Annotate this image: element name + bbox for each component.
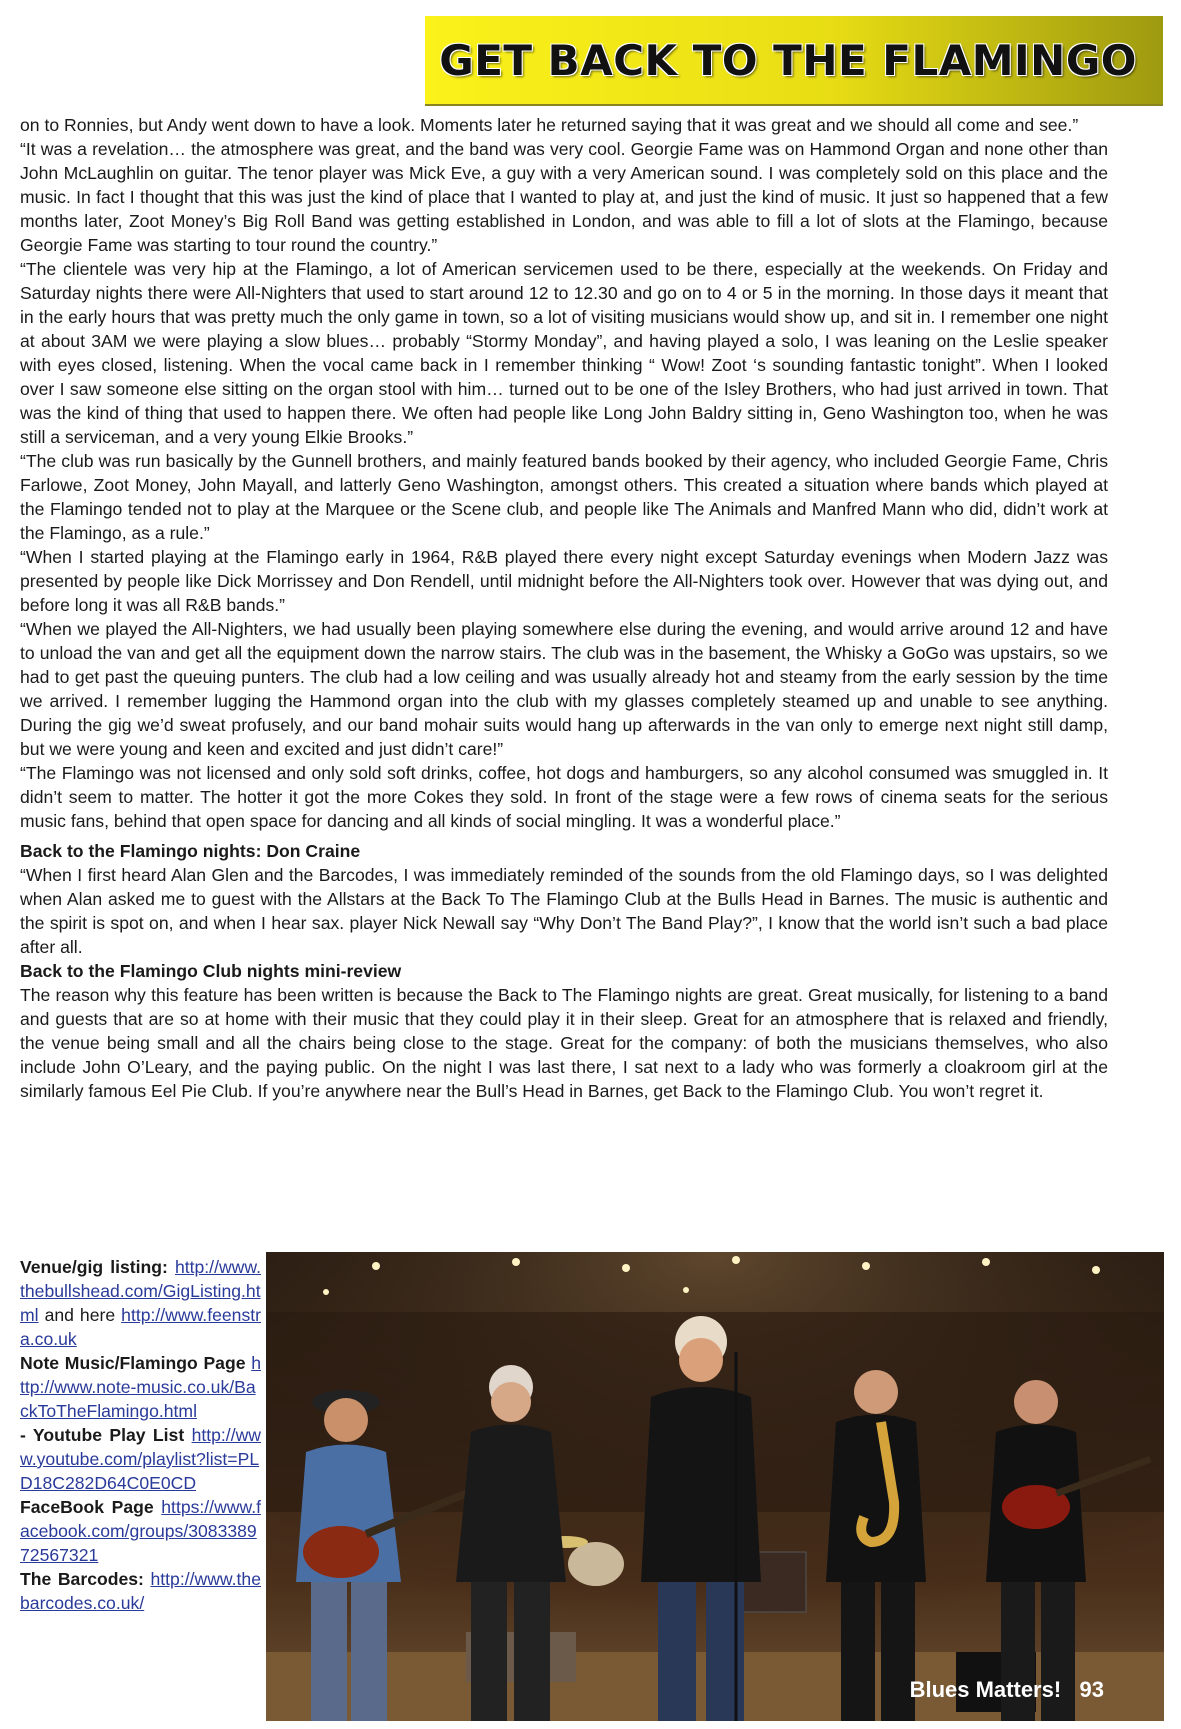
venue-entry bbox=[20, 1255, 261, 1351]
facebook-entry bbox=[20, 1495, 261, 1567]
youtube-link[interactable]: http://www.youtube.com/playlist?list=PLD18C282D64C0E0CD bbox=[20, 1425, 261, 1493]
section-heading: Back to the Flamingo nights: Don Craine bbox=[20, 841, 361, 861]
note-link[interactable]: http://www.note-music.co.uk/BackToTheFlamingo.html bbox=[20, 1353, 261, 1421]
feenstra-link[interactable]: http://www.feenstra.co.uk bbox=[20, 1305, 261, 1349]
article-body bbox=[20, 113, 1108, 1103]
section-text: “When I first heard Alan Glen and the Barcodes, I was immediately reminded of the sounds from the old Flamingo days, so I was delighted when Alan asked me to guest with the Allstars at the Back To The Flamingo Club at the Bulls Head in Barnes. The music is authentic and the spirit is spot on, and when I hear sax. player Nick Newall say “Why Don’t The Band Play?”, I know that the world isn’t such a bad place after all. bbox=[20, 865, 1108, 957]
article-paragraph: “When I started playing at the Flamingo early in 1964, R&B played there every night except Saturday evenings when Modern Jazz was presented by people like Dick Morrissey and Don Rendell, until midnight before the All-Nighters took over. However that was dying out, and before long it was all R&B bands.” bbox=[20, 547, 1108, 615]
note-label: Note Music/Flamingo Page bbox=[20, 1353, 246, 1373]
barcodes-entry bbox=[20, 1567, 261, 1615]
article-paragraph: “The Flamingo was not licensed and only sold soft drinks, coffee, hot dogs and hamburgers, so any alcohol consumed was smuggled in. It didn’t seem to matter. The hotter it got the more Cokes they sold. In front of the stage were a few rows of cinema seats for the serious music fans, behind that open space for dancing and all kinds of social mingling. It was a wonderful place.” bbox=[20, 763, 1108, 831]
page-number: 93 bbox=[1079, 1677, 1104, 1702]
article-paragraph: on to Ronnies, but Andy went down to have a look. Moments later he returned saying that it was great and we should all come and see.” bbox=[20, 115, 1079, 135]
links-sidebar bbox=[20, 1255, 261, 1615]
facebook-label: FaceBook Page bbox=[20, 1497, 154, 1517]
section-heading: Back to the Flamingo Club nights mini-review bbox=[20, 961, 402, 981]
article-paragraph: “The clientele was very hip at the Flamingo, a lot of American servicemen used to be there, especially at the weekends. On Friday and Saturday nights there were All-Nighters that used to start around 12 to 12.30 and go on to 4 or 5 in the morning. In those days it meant that in the early hours that was pretty much the only game in town, so a lot of visiting musicians would show up, and sit in. I remember one night at about 3AM we were playing a slow blues… probably “Stormy Monday”, and having played a solo, I was leaning on the Leslie speaker with eyes closed, listening. When the vocal came back in I remember thinking “ Wow! Zoot ‘s sounding fantastic tonight”. When I looked over I saw someone else sitting on the organ stool with him… turned out to be one of the Isley Brothers, who had just arrived in town. That was the kind of thing that used to happen there. We often had people like Long John Baldry sitting in, Geno Washington too, when he was still a serviceman, and a very young Elkie Brooks.” bbox=[20, 259, 1108, 447]
barcodes-link[interactable]: http://www.thebarcodes.co.uk/ bbox=[20, 1569, 261, 1613]
venue-link[interactable]: http://www.thebullshead.com/GigListing.html bbox=[20, 1257, 261, 1325]
and-here-text: and here bbox=[44, 1305, 116, 1325]
youtube-entry bbox=[20, 1423, 261, 1495]
facebook-link[interactable]: https://www.facebook.com/groups/308338972567321 bbox=[20, 1497, 261, 1565]
section-text: The reason why this feature has been written is because the Back to The Flamingo nights are great. Great musically, for listening to a band and guests that are so at home with their music that they could play it in their sleep. Great for an atmosphere that is relaxed and friendly, the venue being small and all the chairs being close to the stage. Great for the company: of both the musicians themselves, who also include John O’Leary, and the paying public. On the night I was last there, I sat next to a lady who was formerly a cloakroom girl at the similarly famous Eel Pie Club. If you’re anywhere near the Bull’s Head in Barnes, get Back to the Flamingo Club. You won’t regret it. bbox=[20, 985, 1108, 1101]
header-banner bbox=[425, 16, 1163, 106]
barcodes-label: The Barcodes: bbox=[20, 1569, 144, 1589]
note-entry bbox=[20, 1351, 261, 1423]
band-photo-illustration bbox=[266, 1252, 1164, 1721]
article-paragraph: “When we played the All-Nighters, we had usually been playing somewhere else during the evening, and would arrive around 12 and have to unload the van and get all the equipment down the narrow stairs. The club was in the basement, the Whisky a GoGo was upstairs, so we had to get past the queuing punters. The club had a low ceiling and was usually already hot and steamy from the early session by the time we arrived. I remember lugging the Hammond organ into the club with my glasses completely steamed up and unable to see anything. During the gig we’d sweat profusely, and our band mohair suits would hang up afterwards in the van only to emerge next night still damp, but we were young and keen and excited and just didn’t care!” bbox=[20, 619, 1108, 759]
youtube-label: - Youtube Play List bbox=[20, 1425, 185, 1445]
band-photo bbox=[266, 1252, 1164, 1721]
venue-label: Venue/gig listing: bbox=[20, 1257, 168, 1277]
article-paragraph: “The club was run basically by the Gunnell brothers, and mainly featured bands booked by their agency, who included Georgie Fame, Chris Farlowe, Zoot Money, John Mayall, and latterly Geno Washington, amongst others. This created a situation where bands which played at the Flamingo tended not to play at the Marquee or the Scene club, and people like The Animals and Manfred Mann who did, didn’t work at the Flamingo, as a rule.” bbox=[20, 451, 1108, 543]
article-paragraph: “It was a revelation… the atmosphere was great, and the band was very cool. Georgie Fame was on Hammond Organ and none other than John McLaughlin on guitar. The tenor player was Mick Eve, a guy with a very American sound. I was completely sold on this place and the music. In fact I thought that this was just the kind of place that I wanted to play at, and just the kind of music. It just so happened that a few months later, Zoot Money’s Big Roll Band was getting established in London, and was able to fill a lot of slots at the Flamingo, because Georgie Fame was starting to tour round the country.” bbox=[20, 139, 1108, 255]
page-title: GET BACK TO THE FLAMINGO bbox=[439, 36, 1137, 85]
magazine-name: Blues Matters! bbox=[909, 1677, 1062, 1702]
magazine-footer bbox=[910, 1677, 1104, 1703]
